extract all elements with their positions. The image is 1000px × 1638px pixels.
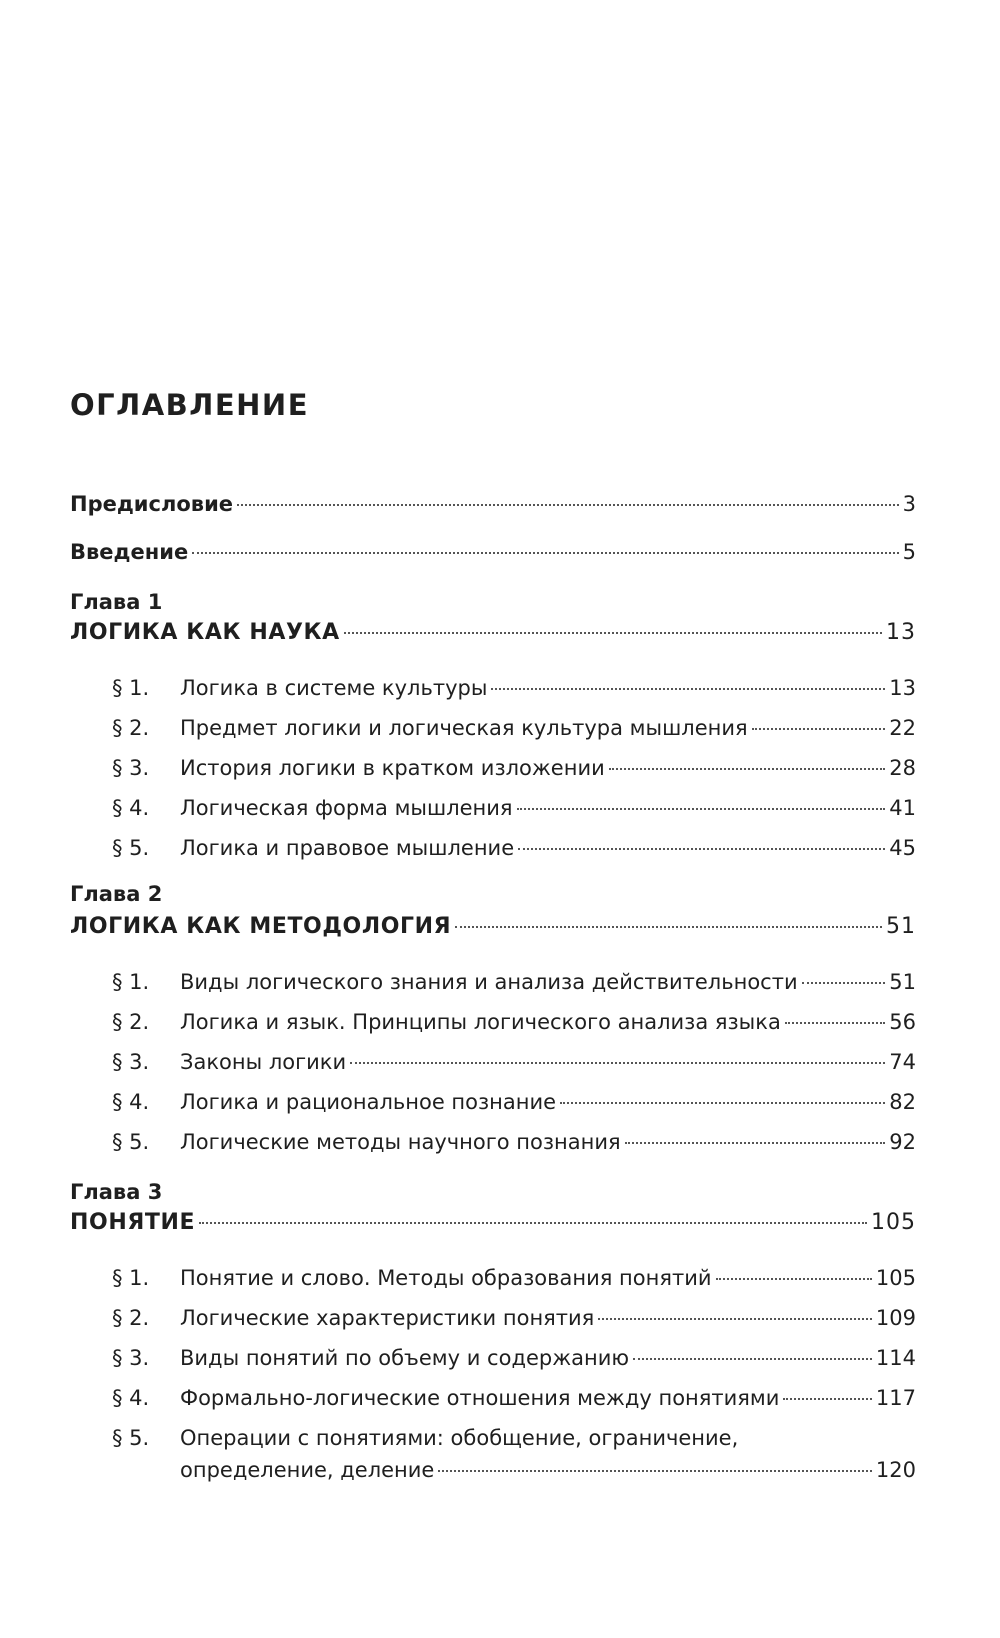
chapter-3-label: Глава 3	[70, 1180, 163, 1204]
section-number: § 5.	[112, 836, 150, 860]
toc-page-number: 56	[889, 1010, 916, 1034]
toc-page-number: 82	[889, 1090, 916, 1114]
section-title: История логики в кратком изложении	[180, 756, 605, 780]
section-title: Логическая форма мышления	[180, 796, 513, 820]
toc-entry-section	[112, 836, 916, 860]
section-number: § 1.	[112, 970, 150, 994]
section-number: § 4.	[112, 1386, 150, 1410]
dot-leader	[752, 728, 886, 730]
section-title: Законы логики	[180, 1050, 347, 1074]
toc-entry-preface	[70, 492, 916, 516]
section-title: Логика и язык. Принципы логического анализа языка	[180, 1010, 781, 1034]
dot-leader	[560, 1102, 885, 1104]
toc-entry-section	[112, 1010, 916, 1034]
toc-page-number: 120	[875, 1458, 916, 1482]
section-number: § 3.	[112, 1050, 150, 1074]
section-title: Формально-логические отношения между понятиями	[180, 1386, 780, 1410]
toc-page-number: 13	[886, 620, 916, 645]
toc-entry-section	[112, 1426, 916, 1482]
toc-page-number: 41	[889, 796, 916, 820]
toc-page-number: 105	[875, 1266, 916, 1290]
section-title: Виды логического знания и анализа действительности	[180, 970, 798, 994]
toc-page-number: 105	[871, 1210, 916, 1235]
toc-entry-section	[112, 1090, 916, 1114]
toc-page-number: 3	[902, 492, 916, 516]
toc-entry-section	[112, 716, 916, 740]
section-number: § 1.	[112, 676, 150, 700]
section-number: § 4.	[112, 1090, 150, 1114]
dot-leader	[802, 982, 886, 984]
toc-page-number: 114	[875, 1346, 916, 1370]
toc-entry-section	[112, 1306, 916, 1330]
section-number: § 2.	[112, 716, 150, 740]
dot-leader	[438, 1470, 872, 1472]
section-title: Понятие и слово. Методы образования понятий	[180, 1266, 712, 1290]
section-number: § 5.	[112, 1130, 150, 1154]
chapter-1-heading	[70, 620, 916, 645]
chapter-1-label: Глава 1	[70, 590, 163, 614]
section-title-line1: Операции с понятиями: обобщение, ограничение,	[180, 1426, 739, 1450]
toc-entry-section	[112, 1050, 916, 1074]
chapter-2-label: Глава 2	[70, 882, 163, 906]
section-number: § 2.	[112, 1306, 150, 1330]
toc-page-number: 45	[889, 836, 916, 860]
dot-leader	[491, 688, 885, 690]
toc-entry-section	[112, 796, 916, 820]
dot-leader	[199, 1222, 867, 1224]
section-number: § 3.	[112, 1346, 150, 1370]
chapter-title: ЛОГИКА КАК НАУКА	[70, 620, 340, 645]
section-number: § 1.	[112, 1266, 150, 1290]
toc-page-number: 117	[875, 1386, 916, 1410]
dot-leader	[785, 1022, 885, 1024]
section-title: Логические методы научного познания	[180, 1130, 621, 1154]
chapter-2-heading	[70, 914, 916, 939]
dot-leader	[350, 1062, 885, 1064]
toc-entry-section	[112, 1130, 916, 1154]
section-title: Логические характеристики понятия	[180, 1306, 595, 1330]
dot-leader	[344, 632, 882, 634]
dot-leader	[517, 808, 886, 810]
toc-page-number: 51	[886, 914, 916, 939]
toc-entry-section	[112, 970, 916, 994]
section-title-multiline	[180, 1426, 916, 1482]
toc-entry-title: Предисловие	[70, 492, 234, 516]
toc-entry-section	[112, 756, 916, 780]
page-title: ОГЛАВЛЕНИЕ	[70, 388, 310, 422]
section-number: § 2.	[112, 1010, 150, 1034]
dot-leader	[237, 504, 899, 506]
section-number: § 3.	[112, 756, 150, 780]
section-title: Предмет логики и логическая культура мышления	[180, 716, 748, 740]
toc-page-number: 13	[889, 676, 916, 700]
toc-entry-introduction	[70, 540, 916, 564]
toc-page-number: 109	[875, 1306, 916, 1330]
section-title-line2: определение, деление	[180, 1458, 435, 1482]
toc-entry-section	[112, 1346, 916, 1370]
dot-leader	[518, 848, 885, 850]
dot-leader	[455, 926, 882, 928]
toc-page-number: 28	[889, 756, 916, 780]
section-title: Виды понятий по объему и содержанию	[180, 1346, 630, 1370]
dot-leader	[609, 768, 886, 770]
chapter-title: ПОНЯТИЕ	[70, 1210, 196, 1235]
dot-leader	[598, 1318, 872, 1320]
section-title: Логика в системе культуры	[180, 676, 488, 700]
section-title: Логика и рациональное познание	[180, 1090, 557, 1114]
toc-entry-section	[112, 1266, 916, 1290]
toc-page-number: 51	[889, 970, 916, 994]
dot-leader	[192, 552, 898, 554]
toc-page-number: 92	[889, 1130, 916, 1154]
chapter-3-heading	[70, 1210, 916, 1235]
toc-entry-section	[112, 676, 916, 700]
section-number: § 5.	[112, 1426, 150, 1450]
toc-page-number: 74	[889, 1050, 916, 1074]
dot-leader	[633, 1358, 872, 1360]
dot-leader	[625, 1142, 886, 1144]
section-title-line2-row	[180, 1458, 916, 1482]
section-title: Логика и правовое мышление	[180, 836, 515, 860]
section-number: § 4.	[112, 796, 150, 820]
toc-page-number: 5	[902, 540, 916, 564]
chapter-title: ЛОГИКА КАК МЕТОДОЛОГИЯ	[70, 914, 452, 939]
dot-leader	[716, 1278, 872, 1280]
toc-entry-section	[112, 1386, 916, 1410]
dot-leader	[783, 1398, 872, 1400]
toc-page-number: 22	[889, 716, 916, 740]
toc-entry-title: Введение	[70, 540, 189, 564]
